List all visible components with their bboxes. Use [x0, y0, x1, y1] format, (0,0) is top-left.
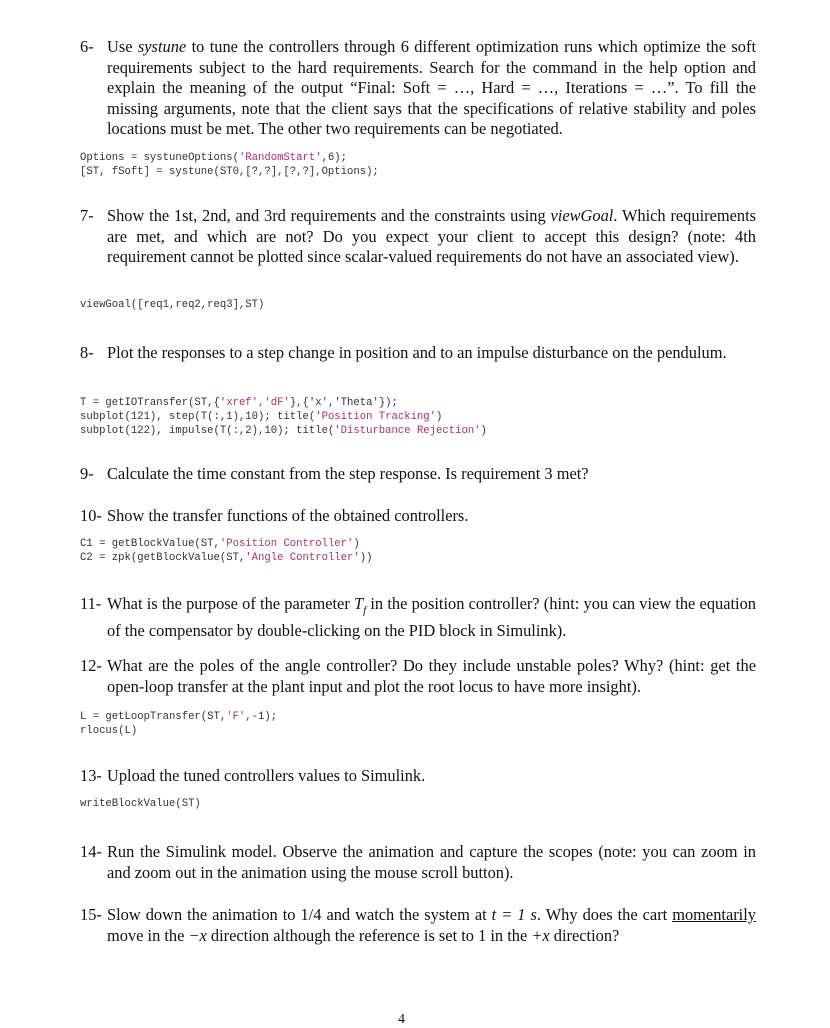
question-8 [80, 343, 756, 364]
code-line: rlocus(L) [80, 725, 138, 738]
question-text: Calculate the time constant from the step response. Is requirement 3 met? [107, 464, 589, 483]
code-line: L = getLoopTransfer(ST,'F',-1); [80, 711, 278, 723]
question-number: 12- [80, 656, 102, 675]
question-text: What is the purpose of the parameter $T_f$ in the position controller? (hint: you can view the equation of the compensator by double-clicking on the PID block in Simulink). [107, 594, 756, 640]
code-line: subplot(121), step(T(:,1),10); title('Position Tracking') [80, 411, 443, 424]
question-number: 7- [80, 206, 94, 225]
code-block-q13 [80, 797, 201, 811]
code-block-q12 [80, 710, 277, 738]
page-number: 4 [398, 1012, 405, 1027]
question-text: Plot the responses to a step change in position and to an impulse disturbance on the pendulum. [107, 343, 727, 362]
question-number: 13- [80, 766, 102, 785]
question-text: Upload the tuned controllers values to Simulink. [107, 766, 426, 785]
code-block-q10 [80, 537, 372, 565]
question-text: Use systune to tune the controllers through 6 different optimization runs which optimize the soft requirements subject to the hard requirements. Search for the command in the help option and explain the meaning of the output “Final: Soft = …, Hard = …, Iterations = …”. To fill the missing arguments, note that the client says that the specifications of relative stability and poles locations must be met. The other two requirements can be negotiated. [107, 37, 756, 139]
question-text: Show the transfer functions of the obtained controllers. [107, 506, 469, 525]
code-line: Options = systuneOptions('RandomStart',6); [80, 152, 348, 164]
code-line: T = getIOTransfer(ST,{'xref','dF'},{'x','Theta'}); [80, 397, 398, 409]
code-line: subplot(122), impulse(T(:,2),10); title('Disturbance Rejection') [80, 425, 487, 438]
question-text: Slow down the animation to 1/4 and watch the system at t = 1 s. Why does the cart momentarily move in the −x direction although the reference is set to 1 in the +x direction? [107, 905, 756, 945]
question-number: 14- [80, 842, 102, 861]
code-block-q7 [80, 298, 264, 312]
question-number: 8- [80, 343, 94, 362]
question-text: What are the poles of the angle controller? Do they include unstable poles? Why? (hint: get the open-loop transfer at the plant input and plot the root locus to have more insight). [107, 656, 756, 696]
question-14 [80, 842, 756, 883]
code-line: C2 = zpk(getBlockValue(ST,'Angle Controller')) [80, 552, 373, 565]
question-number: 9- [80, 464, 94, 483]
question-number: 11- [80, 594, 102, 613]
question-text: Run the Simulink model. Observe the animation and capture the scopes (note: you can zoom in and zoom out in the animation using the mouse scroll button). [107, 842, 756, 882]
code-block-q8 [80, 396, 487, 439]
question-text: Show the 1st, 2nd, and 3rd requirements and the constraints using viewGoal. Which requirements are met, and which are not? Do you expect your client to accept this design? (note: 4th requirement cannot be plotted since scalar-valued requirements do not have an associated view). [107, 206, 757, 267]
question-12 [80, 656, 756, 697]
code-line: [ST, fSoft] = systune(ST0,[?,?],[?,?],Options); [80, 166, 379, 179]
code-line: writeBlockValue(ST) [80, 798, 201, 810]
question-9 [80, 464, 756, 485]
code-line: C1 = getBlockValue(ST,'Position Controller') [80, 538, 360, 550]
question-number: 15- [80, 905, 102, 924]
question-10 [80, 506, 756, 527]
question-6 [80, 37, 756, 140]
code-line: viewGoal([req1,req2,req3],ST) [80, 299, 265, 311]
question-13 [80, 766, 756, 787]
question-15 [80, 905, 756, 946]
code-block-q6 [80, 151, 379, 179]
question-11 [80, 594, 756, 641]
question-number: 10- [80, 506, 102, 525]
question-7 [80, 206, 756, 268]
question-number: 6- [80, 37, 94, 56]
